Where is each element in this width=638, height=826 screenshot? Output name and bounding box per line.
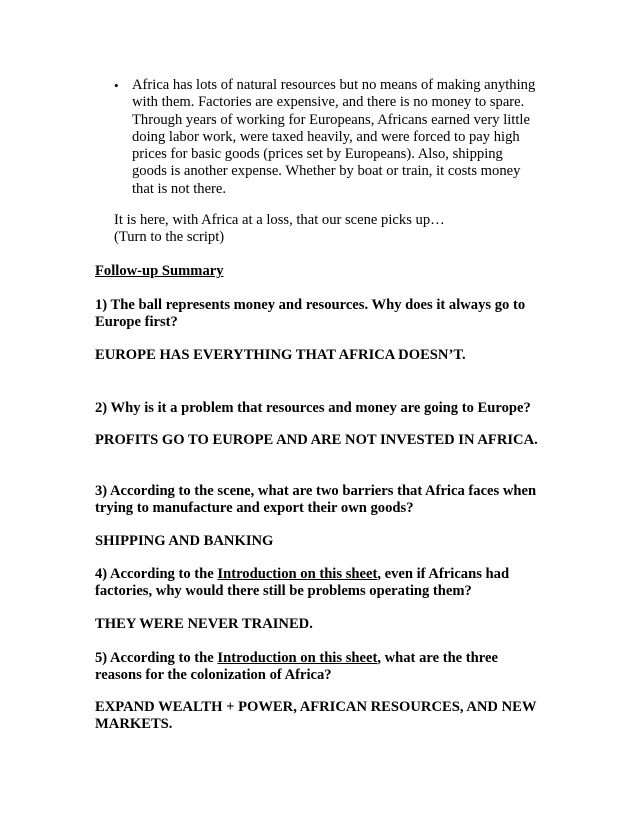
bullet-line: with them. Factories are expensive, and there is no money to spare.: [132, 94, 525, 111]
question-4: [95, 566, 565, 601]
question-text: trying to manufacture and export their own goods?: [95, 500, 414, 517]
summary-heading: Follow-up Summary: [95, 263, 224, 279]
answer-1: EUROPE HAS EVERYTHING THAT AFRICA DOESN’T.: [95, 347, 466, 363]
question-5: [95, 650, 565, 685]
scene-intro: [114, 212, 544, 247]
question-3: [95, 483, 565, 518]
question-text: Europe first?: [95, 314, 178, 331]
answer-2: PROFITS GO TO EUROPE AND ARE NOT INVESTED IN AFRICA.: [95, 432, 538, 448]
answer-4: THEY WERE NEVER TRAINED.: [95, 616, 313, 632]
question-text: factories, why would there still be problems operating them?: [95, 583, 472, 600]
bullet-line: that is not there.: [132, 180, 227, 197]
bullet-line: Africa has lots of natural resources but no means of making anything: [132, 77, 536, 93]
question-1: [95, 297, 565, 332]
question-text: [95, 650, 565, 667]
introduction-reference: Introduction on this sheet: [217, 566, 378, 582]
question-text: reasons for the colonization of Africa?: [95, 667, 332, 684]
question-text: 2) Why is it a problem that resources and money are going to Europe?: [95, 400, 531, 416]
question-prefix: 4) According to the: [95, 566, 218, 582]
bullet-text: [132, 77, 552, 198]
answer-text: MARKETS.: [95, 716, 173, 733]
bullet-marker: •: [114, 78, 119, 93]
question-text: 3) According to the scene, what are two barriers that Africa faces when: [95, 483, 537, 499]
bullet-line: prices for basic goods (prices set by Europeans). Also, shipping: [132, 146, 503, 163]
question-suffix: , even if Africans had: [377, 566, 510, 582]
question-text: [95, 566, 565, 583]
scene-intro-line: (Turn to the script): [114, 229, 225, 246]
bullet-line: Through years of working for Europeans, Africans earned very little: [132, 111, 530, 128]
answer-5: [95, 699, 565, 734]
question-prefix: 5) According to the: [95, 650, 218, 666]
question-2: [95, 400, 565, 417]
bullet-line: goods is another expense. Whether by boat or train, it costs money: [132, 163, 521, 180]
question-text: 1) The ball represents money and resources. Why does it always go to: [95, 297, 526, 313]
bullet-line: doing labor work, were taxed heavily, and were forced to pay high: [132, 128, 520, 145]
scene-intro-line: It is here, with Africa at a loss, that our scene picks up…: [114, 212, 445, 228]
answer-text: EXPAND WEALTH + POWER, AFRICAN RESOURCES, AND NEW: [95, 699, 537, 715]
introduction-reference: Introduction on this sheet: [217, 650, 378, 666]
question-suffix: , what are the three: [377, 650, 498, 666]
answer-3: SHIPPING AND BANKING: [95, 533, 274, 549]
